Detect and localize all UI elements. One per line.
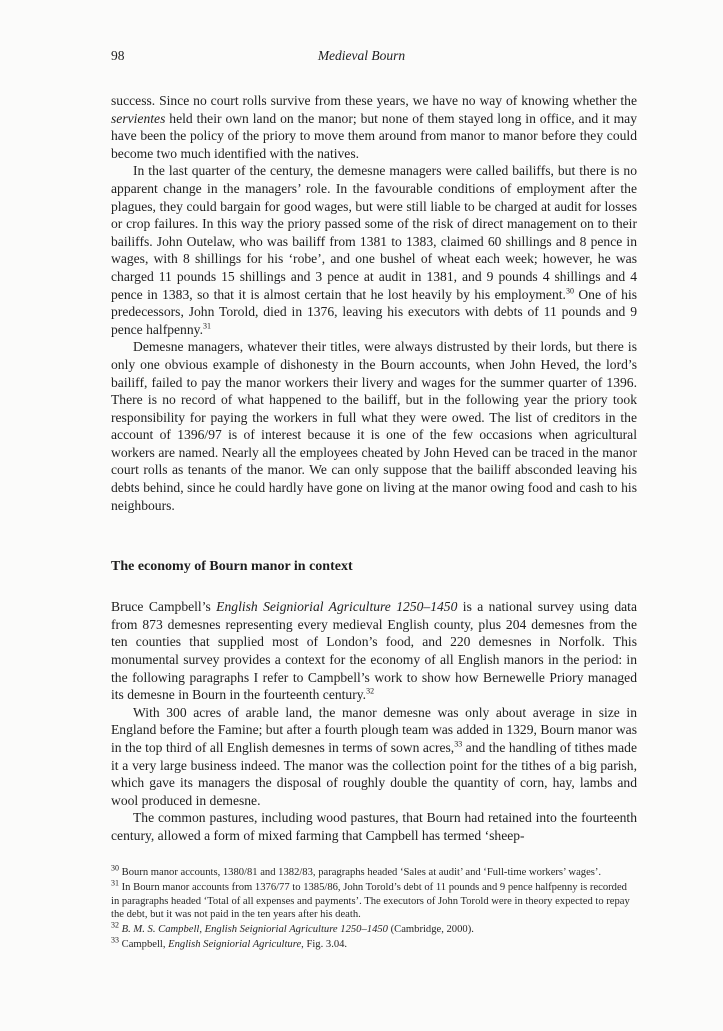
footnote-ref: 32	[366, 686, 375, 696]
body-text	[111, 92, 637, 845]
footnote: $^{32}$ B. M. S. Campbell, English Seigniorial Agriculture 1250–1450 (Cambridge, 2000).	[111, 920, 474, 936]
paragraph: Bruce Campbell’s English Seigniorial Agriculture 1250–1450 is a national survey using data from 873 demesnes representing every medieval English county, plus 204 demesnes from the ten counties that supplied most of London’s food, and 220 demesnes in Norfolk. This monumental survey provides a context for the economy of all English manors in the period: in the following paragraphs I refer to Campbell’s work to show how Bernewelle Priory managed its demesne in Bourn in the fourteenth century.$^{32}$	[111, 599, 637, 703]
running-title: Medieval Bourn	[317, 48, 406, 63]
page-number: 98	[111, 48, 125, 63]
footnote: $^{31}$ In Bourn manor accounts from 1376/77 to 1385/86, John Torold’s debt of 11 pounds and 9 pence halfpenny is recorded in paragraphs headed ‘Total of all expenses and payments’. The executors of John Torold were in theory expected to repay the debt, but it was not paid in the ten years after his death.	[111, 878, 630, 921]
footnote-ref: 31	[202, 321, 211, 331]
paragraph: With 300 acres of arable land, the manor demesne was only about average in size in England before the Famine; but after a fourth plough team was added in 1329, Bourn manor was in the top third of all English demesnes in terms of sown acres,$^{33}$ and the handling of tithes made it a very large business indeed. The manor was the collection point for the tithes of a big parish, which gave its managers the disposal of roughly double the quantity of corn, hay, lambs and wool produced in demesne.	[111, 704, 637, 808]
running-head	[111, 48, 612, 66]
paragraph: success. Since no court rolls survive from these years, we have no way of knowing whether the servientes held their own land on the manor; but none of them stayed long in office, and it may have been the policy of the priory to move them around from manor to manor before they could become two much identified with the natives.	[111, 93, 637, 161]
footnote-ref: 33	[454, 739, 463, 749]
paragraph: Demesne managers, whatever their titles, were always distrusted by their lords, but there is only one obvious example of dishonesty in the Bourn accounts, when John Heved, the lord’s bailiff, failed to pay the manor workers their livery and wages for the summer quarter of 1396. There is no record of what happened to the bailiff, but in the following year the priory took responsibility for paying the workers in full what they were owed. The list of creditors in the account of 1396/97 is of interest because it is one of the few occasions when agricultural workers are named. Nearly all the employees cheated by John Heved can be traced in the manor court rolls as tenants of the manor. We can only suppose that the bailiff absconded leaving his debts behind, since he could hardly have gone on living at the manor owing food and cash to his neighbours.	[111, 339, 637, 513]
footnote-ref: 30	[565, 286, 574, 295]
footnotes	[111, 863, 637, 953]
paragraph: In the last quarter of the century, the demesne managers were called bailiffs, but there is no apparent change in the managers’ role. In the favourable conditions of employment after the plagues, they could bargain for good wages, but were still liable to be charged at audit for losses or crop failures. In this way the priory passed some of the risk of direct management on to their bailiffs. John Outelaw, who was bailiff from 1381 to 1383, claimed 60 shillings and 8 pence in wages, with 8 shillings for his ‘robe’, and one bushel of wheat each week; however, he was charged 11 pounds 15 shillings and 3 pence at audit in 1381, and 9 pounds 4 shillings and 4 pence in 1383, so that it is almost certain that he lost heavily by his employment.$^{30}$ One of his predecessors, John Torold, died in 1376, leaving his executors with debts of 11 pounds and 9 pence halfpenny.$^{31}$	[111, 163, 638, 337]
footnote: $^{30}$ Bourn manor accounts, 1380/81 and 1382/83, paragraphs headed ‘Sales at audit’ and ‘Full-time workers’ wages’.	[111, 863, 602, 878]
footnote: $^{33}$ Campbell, English Seigniorial Agriculture, Fig. 3.04.	[111, 935, 348, 950]
section-heading: The economy of Bourn manor in context	[111, 559, 353, 575]
paragraph: The common pastures, including wood pastures, that Bourn had retained into the fourteenth century, allowed a form of mixed farming that Campbell has termed ‘sheep-	[111, 810, 637, 843]
